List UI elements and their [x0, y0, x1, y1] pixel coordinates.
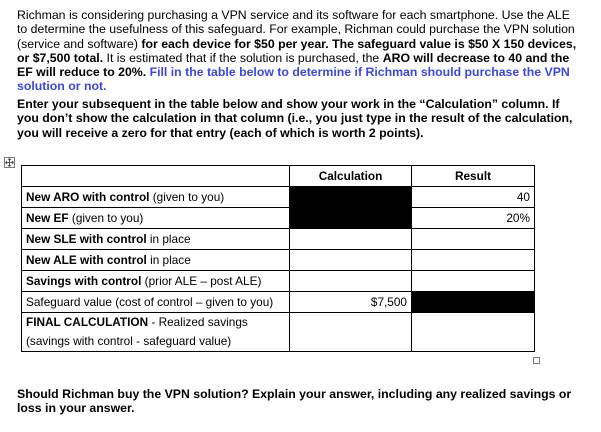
row-label[interactable]: [22, 313, 290, 352]
row-label-bold: New ARO with control: [26, 190, 150, 204]
intro-bold-1: for each device for $50 per year. The safeguard value is $50 X 150 devices, or $7,500 total.: [17, 36, 577, 65]
table-header-row: [22, 166, 535, 187]
row-label-rest: - Realized savings: [148, 315, 248, 329]
question-paragraph: Should Richman buy the VPN solution? Explain your answer, including any realized savings or loss in your answer.: [17, 387, 572, 416]
intro-blue-instruction: Fill in the table below to determine if Richman should purchase the VPN solution or not.: [17, 65, 570, 94]
row-label-bold: FINAL CALCULATION: [26, 315, 149, 329]
table-row: [22, 250, 535, 271]
result-cell[interactable]: [412, 250, 535, 271]
row-label[interactable]: [22, 208, 290, 229]
calculation-cell[interactable]: [290, 250, 412, 271]
row-label-bold: New SLE with control: [26, 232, 147, 246]
row-label-bold: New EF: [26, 211, 69, 225]
result-cell[interactable]: 40: [412, 187, 535, 208]
row-label-bold: Savings with control: [26, 274, 142, 288]
table-row: [22, 313, 535, 352]
table-row: [22, 187, 535, 208]
row-label[interactable]: [22, 229, 290, 250]
header-label-cell[interactable]: [22, 166, 290, 187]
calculation-cell[interactable]: [290, 271, 412, 292]
row-label-rest: (given to you): [149, 190, 225, 204]
row-label-bold: New ALE with control: [26, 253, 147, 267]
intro-text-1: Richman is considering purchasing a VPN service and its software for each smartphone. Use the ALE to determine the usefulness of this safeguard. For example, Richman could purchase the VPN solution (service and software): [17, 8, 575, 51]
instructions-paragraph: Enter your subsequent in the table below and show your work in the “Calculation” column. If you don’t show the calculation in that column (i.e., you just type in the result of the calculation, you will receive a zero for that entry (each of which is worth 2 points).: [17, 97, 573, 140]
header-result[interactable]: Result: [412, 166, 535, 187]
header-calculation[interactable]: Calculation: [290, 166, 412, 187]
result-cell[interactable]: [412, 271, 535, 292]
result-cell[interactable]: [412, 229, 535, 250]
row-label-rest: Safeguard value (cost of control – given to you): [26, 295, 274, 309]
row-label-line2: (savings with control - safeguard value): [26, 334, 232, 348]
result-cell-redacted[interactable]: [412, 292, 535, 313]
row-label-rest: in place: [146, 232, 191, 246]
calculation-cell-redacted[interactable]: [290, 187, 412, 208]
calculation-cell[interactable]: $7,500: [290, 292, 412, 313]
row-label[interactable]: [22, 187, 290, 208]
intro-paragraph: [17, 8, 582, 94]
table-row: [22, 271, 535, 292]
row-label-rest: in place: [146, 253, 191, 267]
row-label[interactable]: [22, 292, 290, 313]
table-move-handle-icon[interactable]: [4, 157, 15, 168]
intro-text-2: It is estimated that if the solution is purchased, the: [103, 50, 383, 65]
table-row: [22, 208, 535, 229]
table-row: [22, 292, 535, 313]
row-label-rest: (prior ALE – post ALE): [141, 274, 262, 288]
result-cell[interactable]: 20%: [412, 208, 535, 229]
ale-calculation-table: [21, 165, 535, 352]
table-resize-handle-icon[interactable]: [533, 357, 540, 364]
calculation-cell[interactable]: [290, 229, 412, 250]
intro-bold-2: ARO will decrease to 40 and the EF will reduce to 20%.: [17, 50, 570, 80]
row-label[interactable]: [22, 250, 290, 271]
row-label[interactable]: [22, 271, 290, 292]
row-label-rest: (given to you): [68, 211, 144, 225]
result-cell[interactable]: [412, 313, 535, 352]
table-row: [22, 229, 535, 250]
calculation-cell-redacted[interactable]: [290, 208, 412, 229]
calculation-cell[interactable]: [290, 313, 412, 352]
